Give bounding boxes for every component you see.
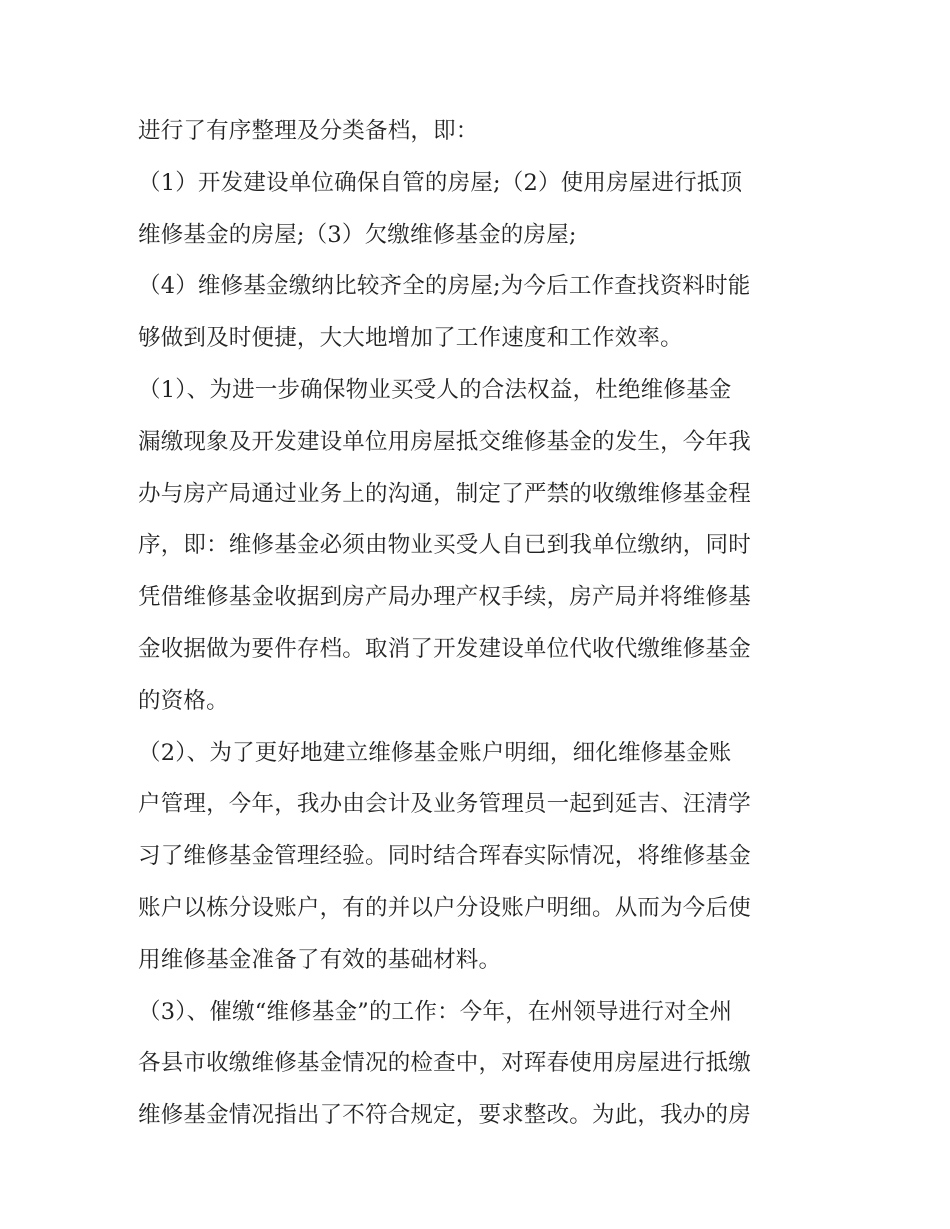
text-line: 用维修基金准备了有效的基础材料。 — [138, 946, 502, 973]
text-line: 维修基金的房屋;（3）欠缴维修基金的房屋; — [138, 221, 577, 248]
text-line: 账户以栋分设账户，有的并以户分设账户明细。从而为今后使 — [138, 894, 751, 921]
text-line: 进行了有序整理及分类备档，即： — [138, 118, 479, 144]
text-line: （3）、催缴“维修基金”的工作：今年，在州领导进行对全州 — [138, 998, 733, 1025]
text-line: （2）、为了更好地建立维修基金账户明细，细化维修基金账 — [138, 739, 732, 766]
text-line: 够做到及时便捷，大大地增加了工作速度和工作效率。 — [138, 325, 683, 352]
text-line: （1）开发建设单位确保自管的房屋;（2）使用房屋进行抵顶 — [138, 169, 743, 196]
text-line: 漏缴现象及开发建设单位用房屋抵交维修基金的发生，今年我 — [138, 428, 751, 455]
text-line: 金收据做为要件存档。取消了开发建设单位代收代缴维修基金 — [138, 635, 751, 662]
text-line: 凭借维修基金收据到房产局办理产权手续，房产局并将维修基 — [138, 584, 751, 611]
text-line: 维修基金情况指出了不符合规定，要求整改。为此，我办的房 — [138, 1102, 751, 1129]
text-line: （1）、为进一步确保物业买受人的合法权益，杜绝维修基金 — [138, 376, 732, 403]
text-line: 习了维修基金管理经验。同时结合珲春实际情况，将维修基金 — [138, 843, 751, 870]
text-line: （4）维修基金缴纳比较齐全的房屋;为今后工作查找资料时能 — [138, 273, 751, 300]
text-line: 序，即：维修基金必须由物业买受人自已到我单位缴纳，同时 — [138, 532, 751, 559]
document-page — [138, 106, 828, 1142]
text-line: 户管理，今年，我办由会计及业务管理员一起到延吉、汪清学 — [138, 791, 751, 818]
text-line: 的资格。 — [138, 687, 229, 714]
text-line: 办与房产局通过业务上的沟通，制定了严禁的收缴维修基金程 — [138, 480, 751, 507]
text-line: 各县市收缴维修基金情况的检查中，对珲春使用房屋进行抵缴 — [138, 1050, 751, 1077]
